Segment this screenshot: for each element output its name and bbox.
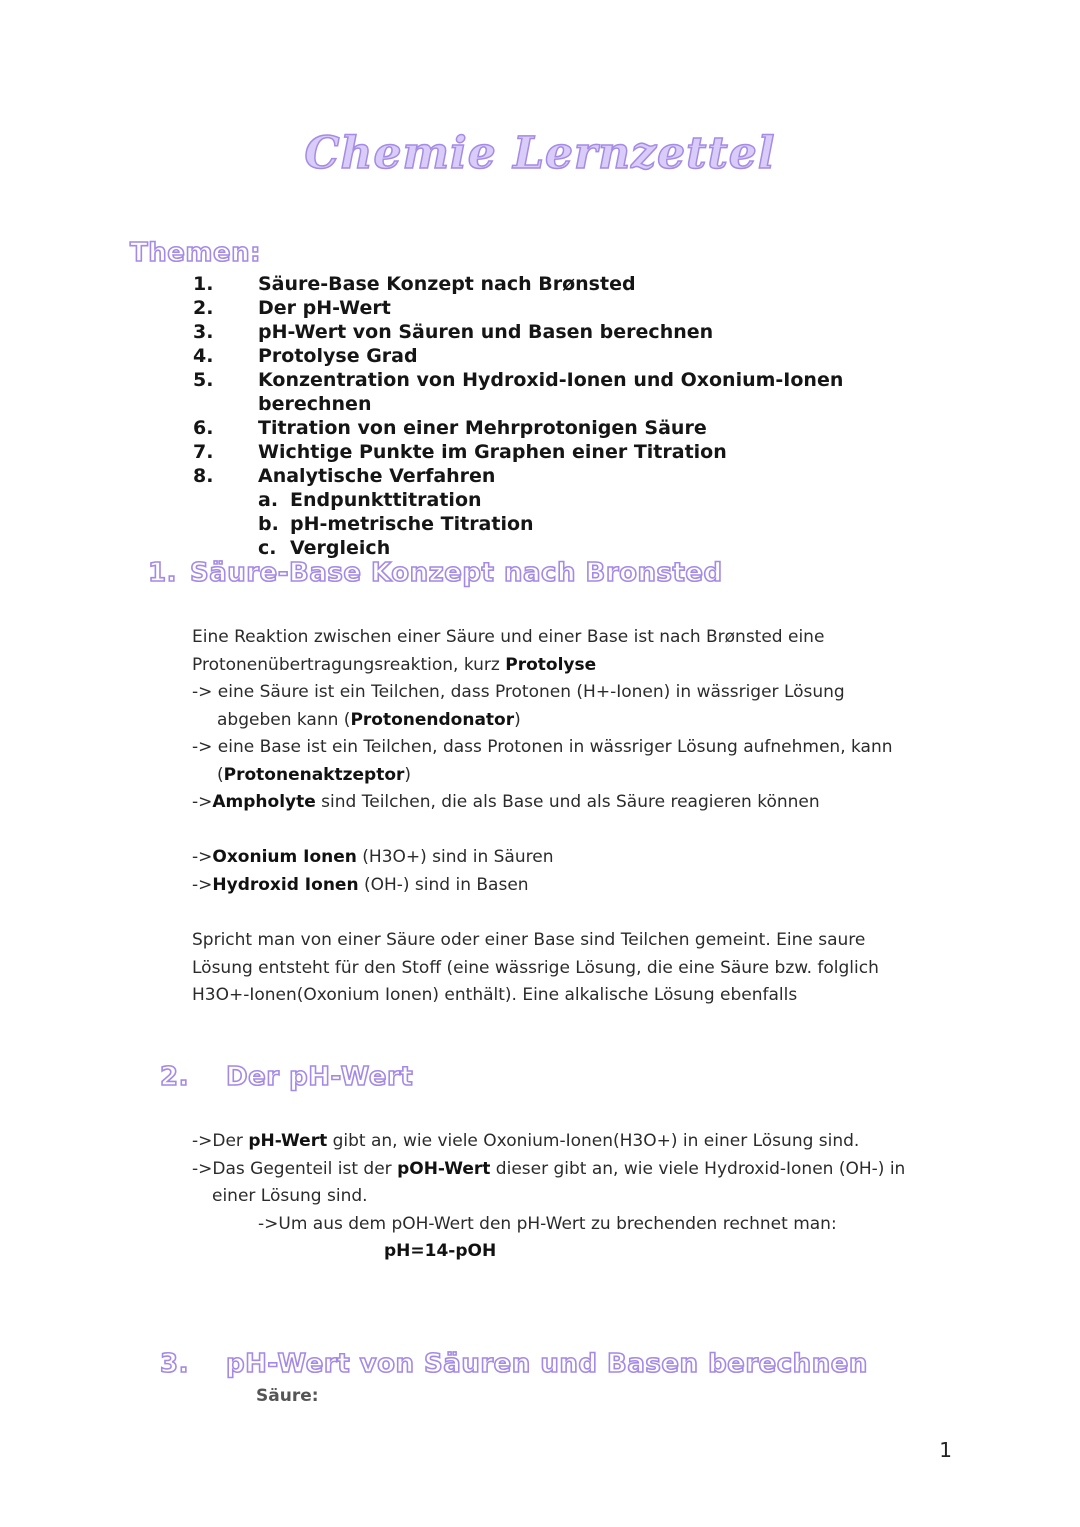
section-number: 2. bbox=[160, 1062, 189, 1092]
section-heading: pH-Wert von Säuren und Basen berechnen bbox=[226, 1349, 868, 1379]
text-line: -> eine Säure ist ein Teilchen, dass Protonen (H+-Ionen) in wässriger Lösung bbox=[192, 682, 845, 702]
section-heading: Säure-Base Konzept nach Bronsted bbox=[190, 558, 723, 588]
page-title: Chemie Lernzettel bbox=[304, 128, 776, 179]
text-line: ->Das Gegenteil ist der pOH-Wert dieser gibt an, wie viele Hydroxid-Ionen (OH-) in bbox=[192, 1158, 906, 1179]
section-number: 1. bbox=[148, 558, 177, 588]
page-number: 1 bbox=[939, 1438, 952, 1462]
section-number: 3. bbox=[160, 1349, 189, 1379]
text-line: Eine Reaktion zwischen einer Säure und einer Base ist nach Brønsted eine bbox=[192, 627, 825, 647]
section1-paragraph-2 bbox=[192, 844, 972, 899]
text-line: H3O+-Ionen(Oxonium Ionen) enthält). Eine alkalische Lösung ebenfalls bbox=[192, 985, 798, 1005]
text-line: Lösung entsteht für den Stoff (eine wässrige Lösung, die eine Säure bzw. folglich bbox=[192, 957, 879, 978]
text-line: Protonenübertragungsreaktion, kurz Protolyse bbox=[192, 654, 597, 675]
text-line: einer Lösung sind. bbox=[212, 1186, 368, 1206]
section1-paragraph-3 bbox=[192, 927, 972, 1010]
text-line: ->Ampholyte sind Teilchen, die als Base und als Säure reagieren können bbox=[192, 792, 820, 812]
subsection-label: Säure: bbox=[256, 1386, 319, 1406]
text-line: ->Der pH-Wert gibt an, wie viele Oxonium-Ionen(H3O+) in einer Lösung sind. bbox=[192, 1131, 860, 1151]
text-line: ->Um aus dem pOH-Wert den pH-Wert zu brechenden rechnet man: bbox=[258, 1213, 837, 1234]
section-heading: Der pH-Wert bbox=[226, 1062, 414, 1092]
text-line: Spricht man von einer Säure oder einer Base sind Teilchen gemeint. Eine saure bbox=[192, 930, 866, 950]
text-line: ->Oxonium Ionen (H3O+) sind in Säuren bbox=[192, 847, 554, 867]
text-line: -> eine Base ist ein Teilchen, dass Protonen in wässriger Lösung aufnehmen, kann bbox=[192, 737, 893, 757]
text-line: (Protonenaktzeptor) bbox=[217, 764, 412, 785]
formula: pH=14-pOH bbox=[384, 1241, 497, 1261]
toc-label: Themen: bbox=[130, 238, 262, 268]
text-line: ->Hydroxid Ionen (OH-) sind in Basen bbox=[192, 874, 529, 895]
text-line: abgeben kann (Protonendonator) bbox=[217, 709, 521, 730]
section1-paragraph-1 bbox=[192, 624, 972, 817]
section2-paragraph bbox=[192, 1128, 972, 1266]
